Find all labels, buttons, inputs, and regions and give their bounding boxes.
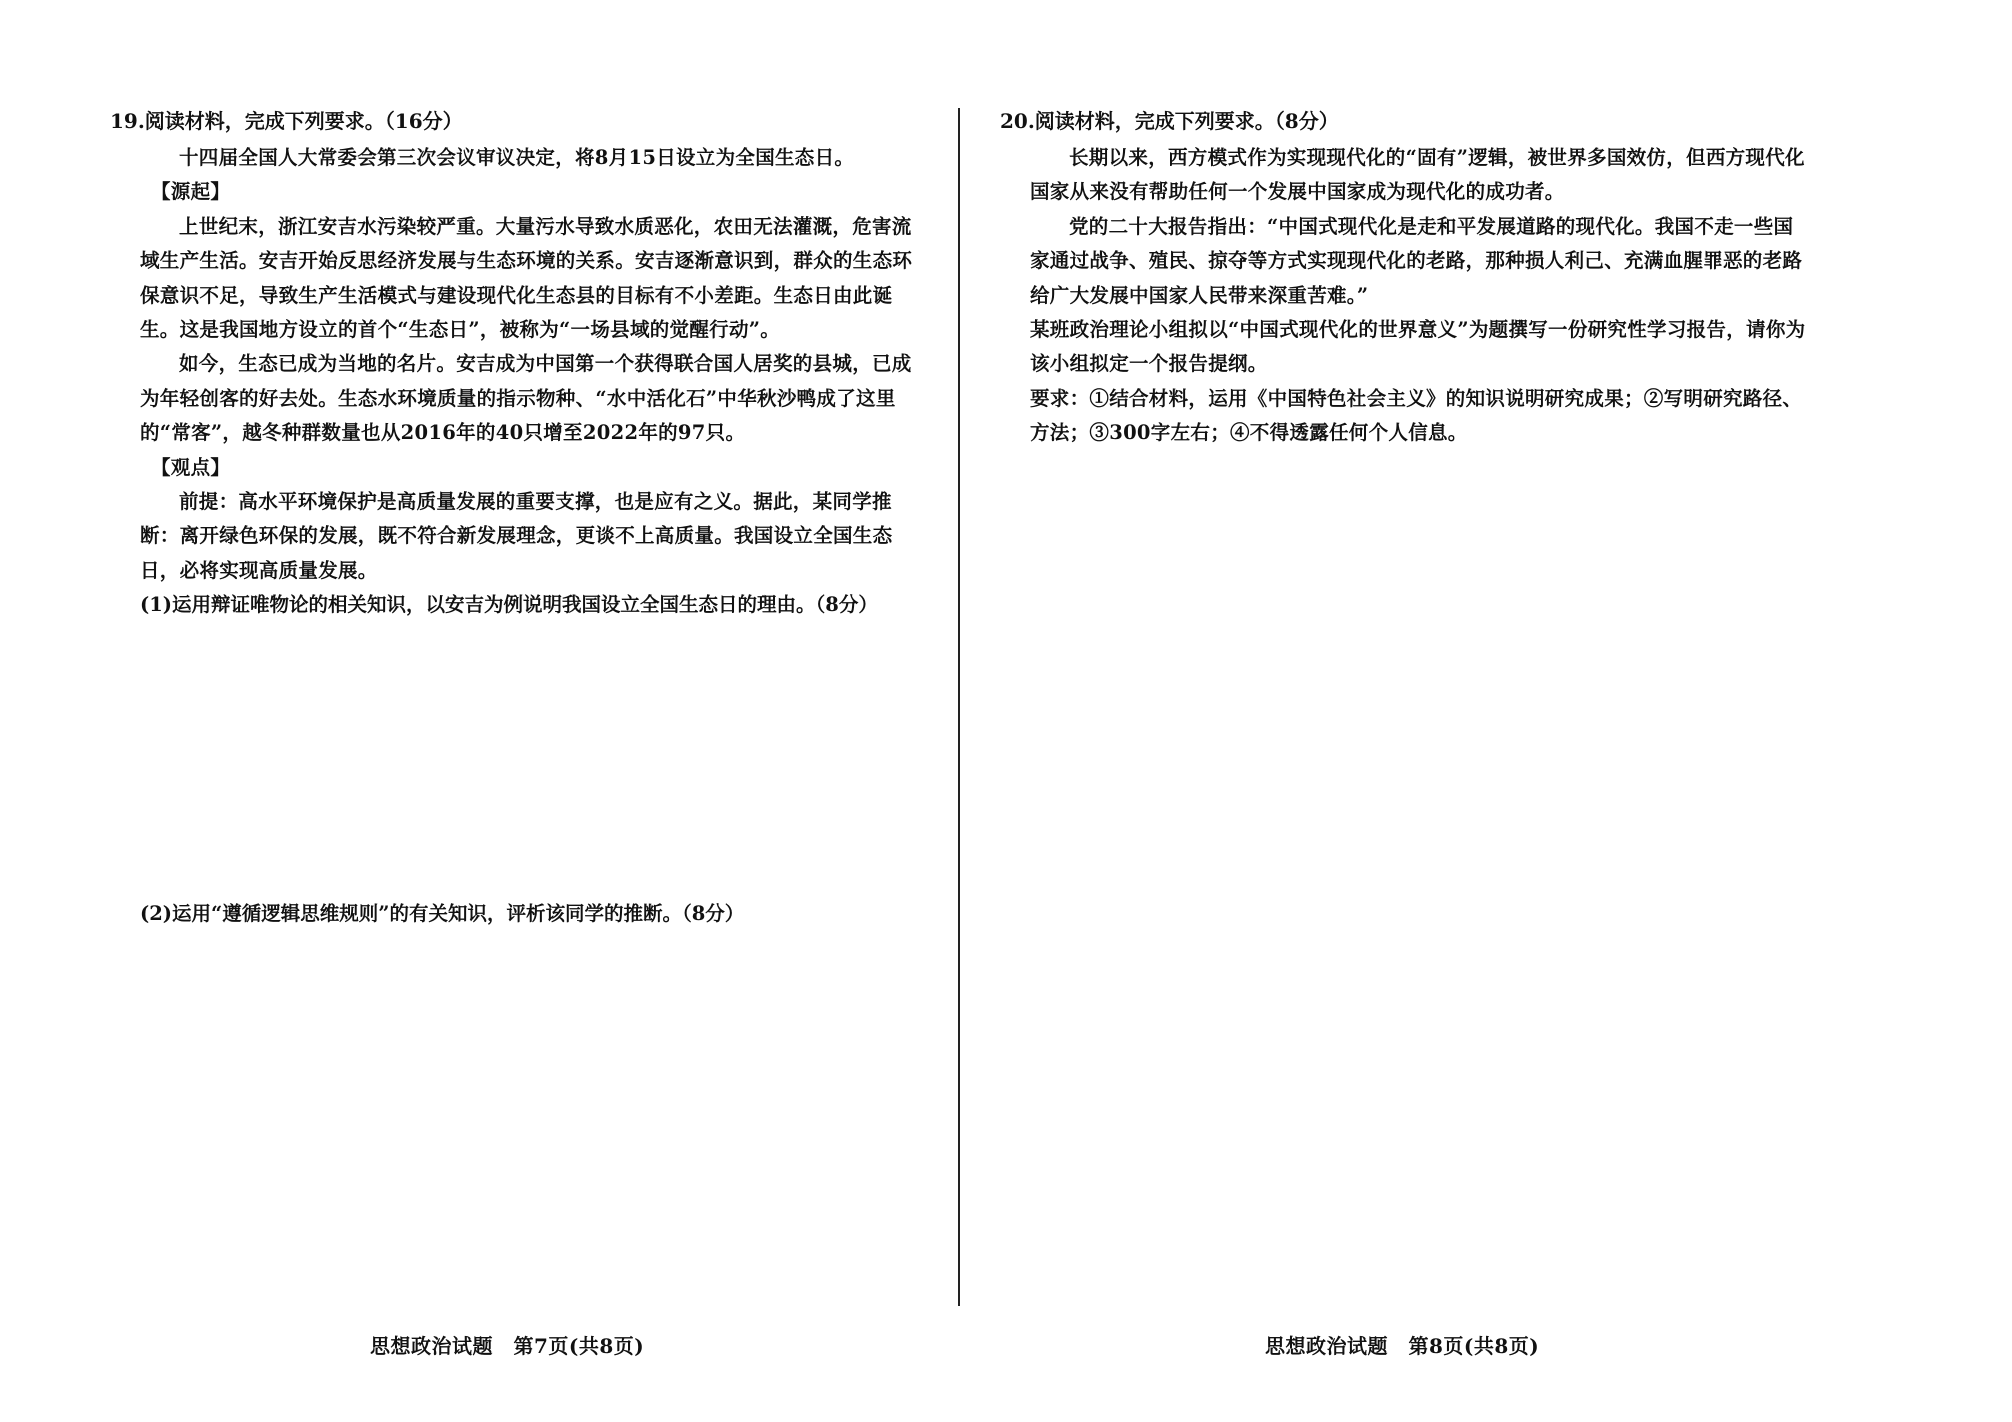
question-20-task: 某班政治理论小组拟以“中国式现代化的世界意义”为题撰写一份研究性学习报告，请你为该小组拟定一个报告提纲。 xyxy=(1030,318,1806,376)
material-now-text: 如今，生态已成为当地的名片。安吉成为中国第一个获得联合国人居奖的县城，已成为年轻创客的好去处。生态水环境质量的指示物种、“水中活化石”中华秋沙鸭成了这里的“常客”，越冬种群数量也从2016年的40只增至2022年的97只。 xyxy=(140,352,912,445)
material-viewpoint-text: 前提：高水平环境保护是高质量发展的重要支撑，也是应有之义。据此，某同学推断：离开绿色环保的发展，既不符合新发展理念，更谈不上高质量。我国设立全国生态日，必将实现高质量发展。 xyxy=(140,490,893,582)
exam-page-8 xyxy=(960,0,2012,1422)
question-19-material xyxy=(140,141,920,588)
section-heading-viewpoint: 【观点】 xyxy=(151,455,231,479)
material-western-model: 长期以来，西方模式作为实现现代化的“固有”逻辑，被世界多国效仿，但西方现代化国家从来没有帮助任何一个发展中国家成为现代化的成功者。 xyxy=(1030,146,1805,204)
question-19-sub-1: (1)运用辩证唯物论的相关知识，以安吉为例说明我国设立全国生态日的理由。（8分） xyxy=(140,593,878,616)
question-19-title: 19.阅读材料，完成下列要求。（16分） xyxy=(110,109,463,133)
material-origin-text: 上世纪末，浙江安吉水污染较严重。大量污水导致水质恶化，农田无法灌溉，危害流域生产生活。安吉开始反思经济发展与生态环境的关系。安吉逐渐意识到，群众的生态环保意识不足，导致生产生活模式与建设现代化生态县的目标有不小差距。生态日由此诞生。这是我国地方设立的首个“生态日”，被称为“一场县域的觉醒行动”。 xyxy=(140,214,913,342)
material-intro: 十四届全国人大常委会第三次会议审议决定，将8月15日设立为全国生态日。 xyxy=(179,146,855,169)
section-heading-origin: 【源起】 xyxy=(151,180,231,204)
question-20-requirements: 要求：①结合材料，运用《中国特色社会主义》的知识说明研究成果；②写明研究路径、方法；③300字左右；④不得透露任何个人信息。 xyxy=(1030,386,1803,445)
exam-page-7 xyxy=(0,0,960,1422)
material-party-report: 党的二十大报告指出：“中国式现代化是走和平发展道路的现代化。我国不走一些国家通过战争、殖民、掠夺等方式实现现代化的老路，那种损人利己、充满血腥罪恶的老路给广大发展中国家人民带来深重苦难。” xyxy=(1030,214,1803,307)
question-20-title: 20.阅读材料，完成下列要求。（8分） xyxy=(1000,109,1339,133)
question-19-sub-2: (2)运用“遵循逻辑思维规则”的有关知识，评析该同学的推断。（8分） xyxy=(140,902,745,925)
page-footer-8: 思想政治试题 第8页(共8页) xyxy=(1265,1334,1540,1358)
question-20-material xyxy=(1030,141,1810,451)
page-footer-7: 思想政治试题 第7页(共8页) xyxy=(370,1334,645,1358)
